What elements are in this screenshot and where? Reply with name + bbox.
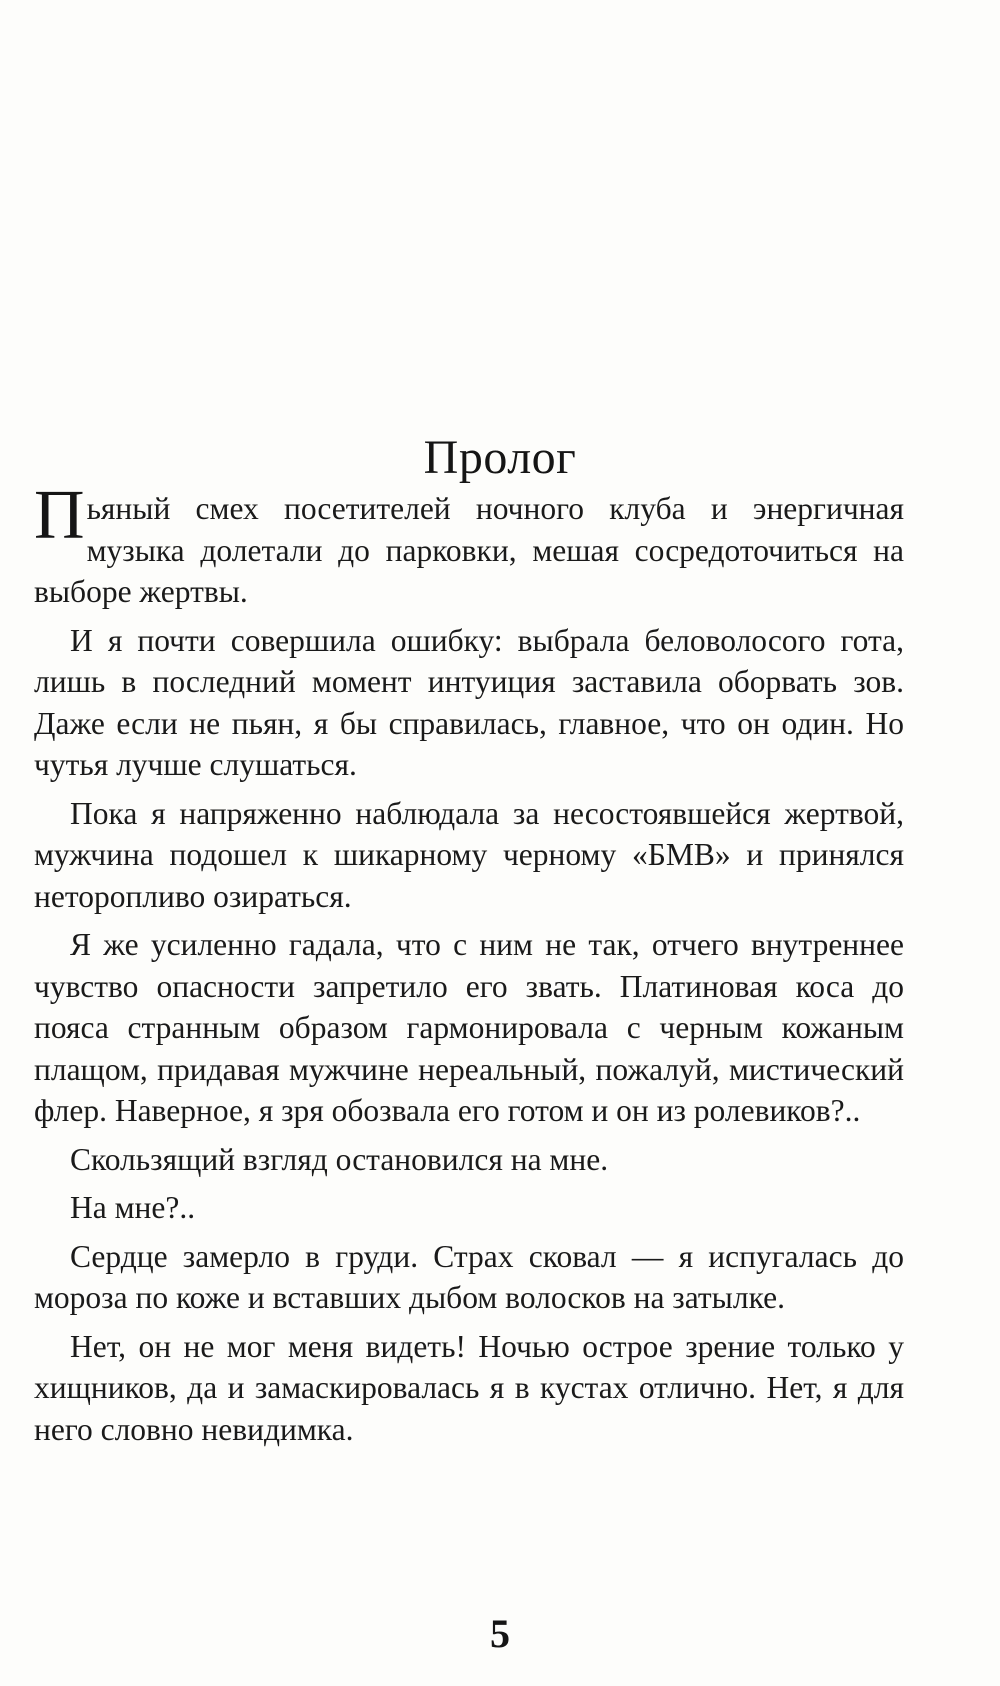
chapter-title: Пролог: [423, 431, 577, 484]
page-number: 5: [490, 1611, 510, 1656]
paragraph-4: Я же усиленно гадала, что с ним не так, отчего внутреннее чувство опасности запретило его звать. Платиновая коса до пояса странным образом гармонировала с черным кожаным плащом, придавая мужчине нереальный, пожалуй, мистический флер. Наверное, я зря обозвала его готом и он из ролевиков?..: [34, 927, 904, 1128]
body-text: [34, 477, 904, 1450]
paragraph-1: [34, 477, 904, 613]
paragraph-2: И я почти совершила ошибку: выбрала беловолосого гота, лишь в последний момент интуиция заставила оборвать зов. Даже если не пьян, я бы справилась, главное, что он один. Но чутья лучше слушаться.: [34, 622, 904, 782]
paragraph-8: Нет, он не мог меня видеть! Ночью острое зрение только у хищников, да и замаскировалась я в кустах отлично. Нет, я для него словно невидимка.: [34, 1328, 904, 1447]
paragraph-6: На мне?..: [70, 1190, 196, 1225]
paragraph-3: Пока я напряженно наблюдала за несостоявшейся жертвой, мужчина подошел к шикарному черному «БМВ» и принялся неторопливо озираться.: [34, 795, 904, 914]
drop-cap: П: [34, 477, 85, 554]
paragraph-1-text: ьяный смех посетителей ночного клуба и энергичная музыка долетали до парковки, мешая сосредоточиться на выборе жертвы.: [34, 491, 904, 609]
paragraph-5: Скользящий взгляд остановился на мне.: [70, 1141, 609, 1177]
paragraph-7: Сердце замерло в груди. Страх сковал — я испугалась до мороза по коже и вставших дыбом волосков на затылке.: [34, 1238, 904, 1315]
